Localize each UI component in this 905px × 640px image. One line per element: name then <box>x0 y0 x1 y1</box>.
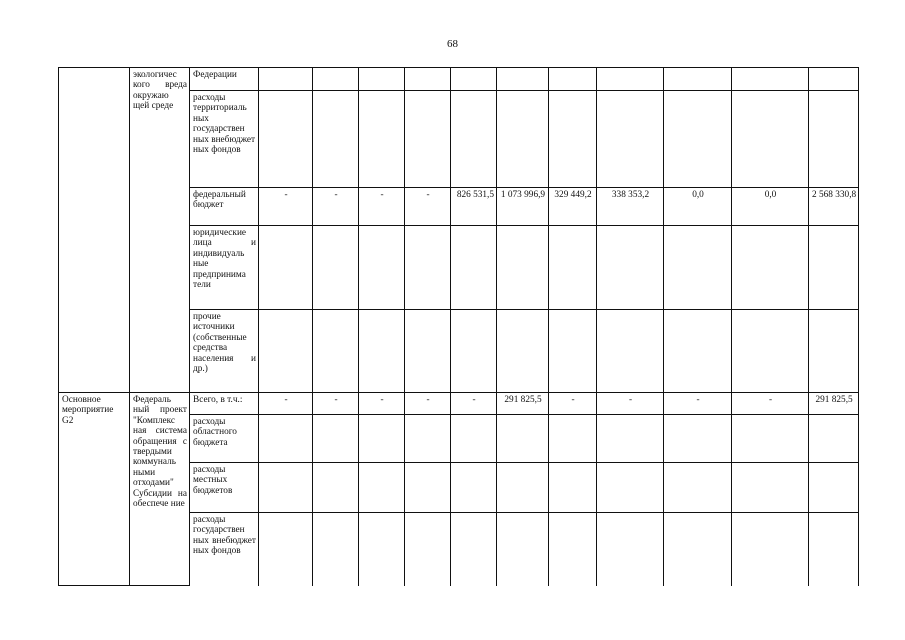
value-cell <box>259 310 313 393</box>
value-cell: 0,0 <box>732 188 809 226</box>
value-cell <box>359 463 405 513</box>
value-cell <box>809 415 859 463</box>
value-cell <box>259 415 313 463</box>
value-cell <box>359 91 405 188</box>
value-cell <box>664 463 732 513</box>
activity-name-cell: Федераль ный проект "Комплекс ная система обращения с твердыми коммуналь ными отходами" Субсидии на обеспече ние <box>130 393 190 586</box>
value-cell <box>809 68 859 91</box>
value-cell <box>405 513 451 586</box>
value-cell <box>549 226 597 310</box>
value-cell: - <box>259 188 313 226</box>
funding-source-cell: Всего, в т.ч.: <box>190 393 259 415</box>
value-cell <box>359 68 405 91</box>
funding-source-cell: расходы государствен ных внебюджет ных фондов <box>190 513 259 586</box>
value-cell <box>732 415 809 463</box>
value-cell <box>259 226 313 310</box>
value-cell <box>405 463 451 513</box>
value-cell <box>259 513 313 586</box>
table-row <box>59 68 859 91</box>
value-cell: 0,0 <box>664 188 732 226</box>
value-cell <box>732 68 809 91</box>
funding-source-cell: юридические лица и индивидуаль ные предпринима тели <box>190 226 259 310</box>
value-cell <box>451 91 497 188</box>
value-cell <box>664 513 732 586</box>
value-cell <box>359 226 405 310</box>
value-cell: - <box>359 188 405 226</box>
value-cell <box>497 463 549 513</box>
value-cell <box>664 310 732 393</box>
value-cell <box>497 226 549 310</box>
value-cell: - <box>597 393 664 415</box>
value-cell <box>549 463 597 513</box>
value-cell <box>405 226 451 310</box>
value-cell <box>549 513 597 586</box>
funding-source-cell: расходы территориаль ных государствен ных внебюджет ных фондов <box>190 91 259 188</box>
activity-cell: Основное мероприятие G2 <box>59 393 130 586</box>
value-cell <box>549 68 597 91</box>
value-cell <box>497 91 549 188</box>
value-cell: 291 825,5 <box>809 393 859 415</box>
value-cell <box>664 68 732 91</box>
funding-source-cell: прочие источники (собственные средства населения и др.) <box>190 310 259 393</box>
value-cell <box>664 91 732 188</box>
value-cell <box>405 68 451 91</box>
value-cell <box>405 415 451 463</box>
funding-source-cell: расходы местных бюджетов <box>190 463 259 513</box>
funding-source-cell: федеральный бюджет <box>190 188 259 226</box>
funding-source-cell: Федерации <box>190 68 259 91</box>
value-cell <box>809 226 859 310</box>
value-cell: 826 531,5 <box>451 188 497 226</box>
value-cell <box>549 310 597 393</box>
value-cell <box>313 463 359 513</box>
value-cell <box>809 463 859 513</box>
value-cell <box>451 415 497 463</box>
value-cell <box>451 513 497 586</box>
value-cell <box>597 415 664 463</box>
value-cell <box>451 68 497 91</box>
activity-cell <box>59 68 130 393</box>
value-cell <box>809 513 859 586</box>
value-cell <box>809 310 859 393</box>
value-cell <box>732 91 809 188</box>
value-cell: 2 568 330,8 <box>809 188 859 226</box>
value-cell: 329 449,2 <box>549 188 597 226</box>
value-cell <box>664 415 732 463</box>
value-cell: - <box>405 188 451 226</box>
value-cell: - <box>732 393 809 415</box>
value-cell <box>259 463 313 513</box>
value-cell: - <box>313 393 359 415</box>
value-cell <box>597 463 664 513</box>
value-cell: - <box>405 393 451 415</box>
value-cell: - <box>451 393 497 415</box>
value-cell <box>597 91 664 188</box>
value-cell <box>732 463 809 513</box>
value-cell <box>597 310 664 393</box>
value-cell <box>597 226 664 310</box>
value-cell <box>549 415 597 463</box>
value-cell <box>732 513 809 586</box>
value-cell <box>451 310 497 393</box>
value-cell <box>451 226 497 310</box>
value-cell <box>405 310 451 393</box>
value-cell <box>497 68 549 91</box>
value-cell <box>732 310 809 393</box>
value-cell <box>597 68 664 91</box>
value-cell: - <box>259 393 313 415</box>
value-cell <box>809 91 859 188</box>
value-cell <box>359 513 405 586</box>
value-cell <box>359 415 405 463</box>
page-number: 68 <box>447 38 458 50</box>
value-cell <box>597 513 664 586</box>
value-cell <box>405 91 451 188</box>
value-cell <box>451 463 497 513</box>
value-cell <box>664 226 732 310</box>
value-cell <box>259 68 313 91</box>
value-cell <box>549 91 597 188</box>
value-cell: - <box>359 393 405 415</box>
value-cell: - <box>313 188 359 226</box>
value-cell: 338 353,2 <box>597 188 664 226</box>
budget-table <box>58 67 859 586</box>
activity-name-cell: экологичес кого вреда окружаю щей среде <box>130 68 190 393</box>
value-cell <box>313 310 359 393</box>
value-cell: 1 073 996,9 <box>497 188 549 226</box>
value-cell <box>313 91 359 188</box>
value-cell <box>313 415 359 463</box>
value-cell <box>497 513 549 586</box>
value-cell: 291 825,5 <box>497 393 549 415</box>
value-cell <box>259 91 313 188</box>
value-cell <box>359 310 405 393</box>
value-cell <box>497 415 549 463</box>
value-cell <box>313 513 359 586</box>
value-cell: - <box>549 393 597 415</box>
value-cell <box>732 226 809 310</box>
value-cell <box>313 68 359 91</box>
value-cell <box>497 310 549 393</box>
funding-source-cell: расходы областного бюджета <box>190 415 259 463</box>
table-row <box>59 393 859 415</box>
value-cell <box>313 226 359 310</box>
value-cell: - <box>664 393 732 415</box>
